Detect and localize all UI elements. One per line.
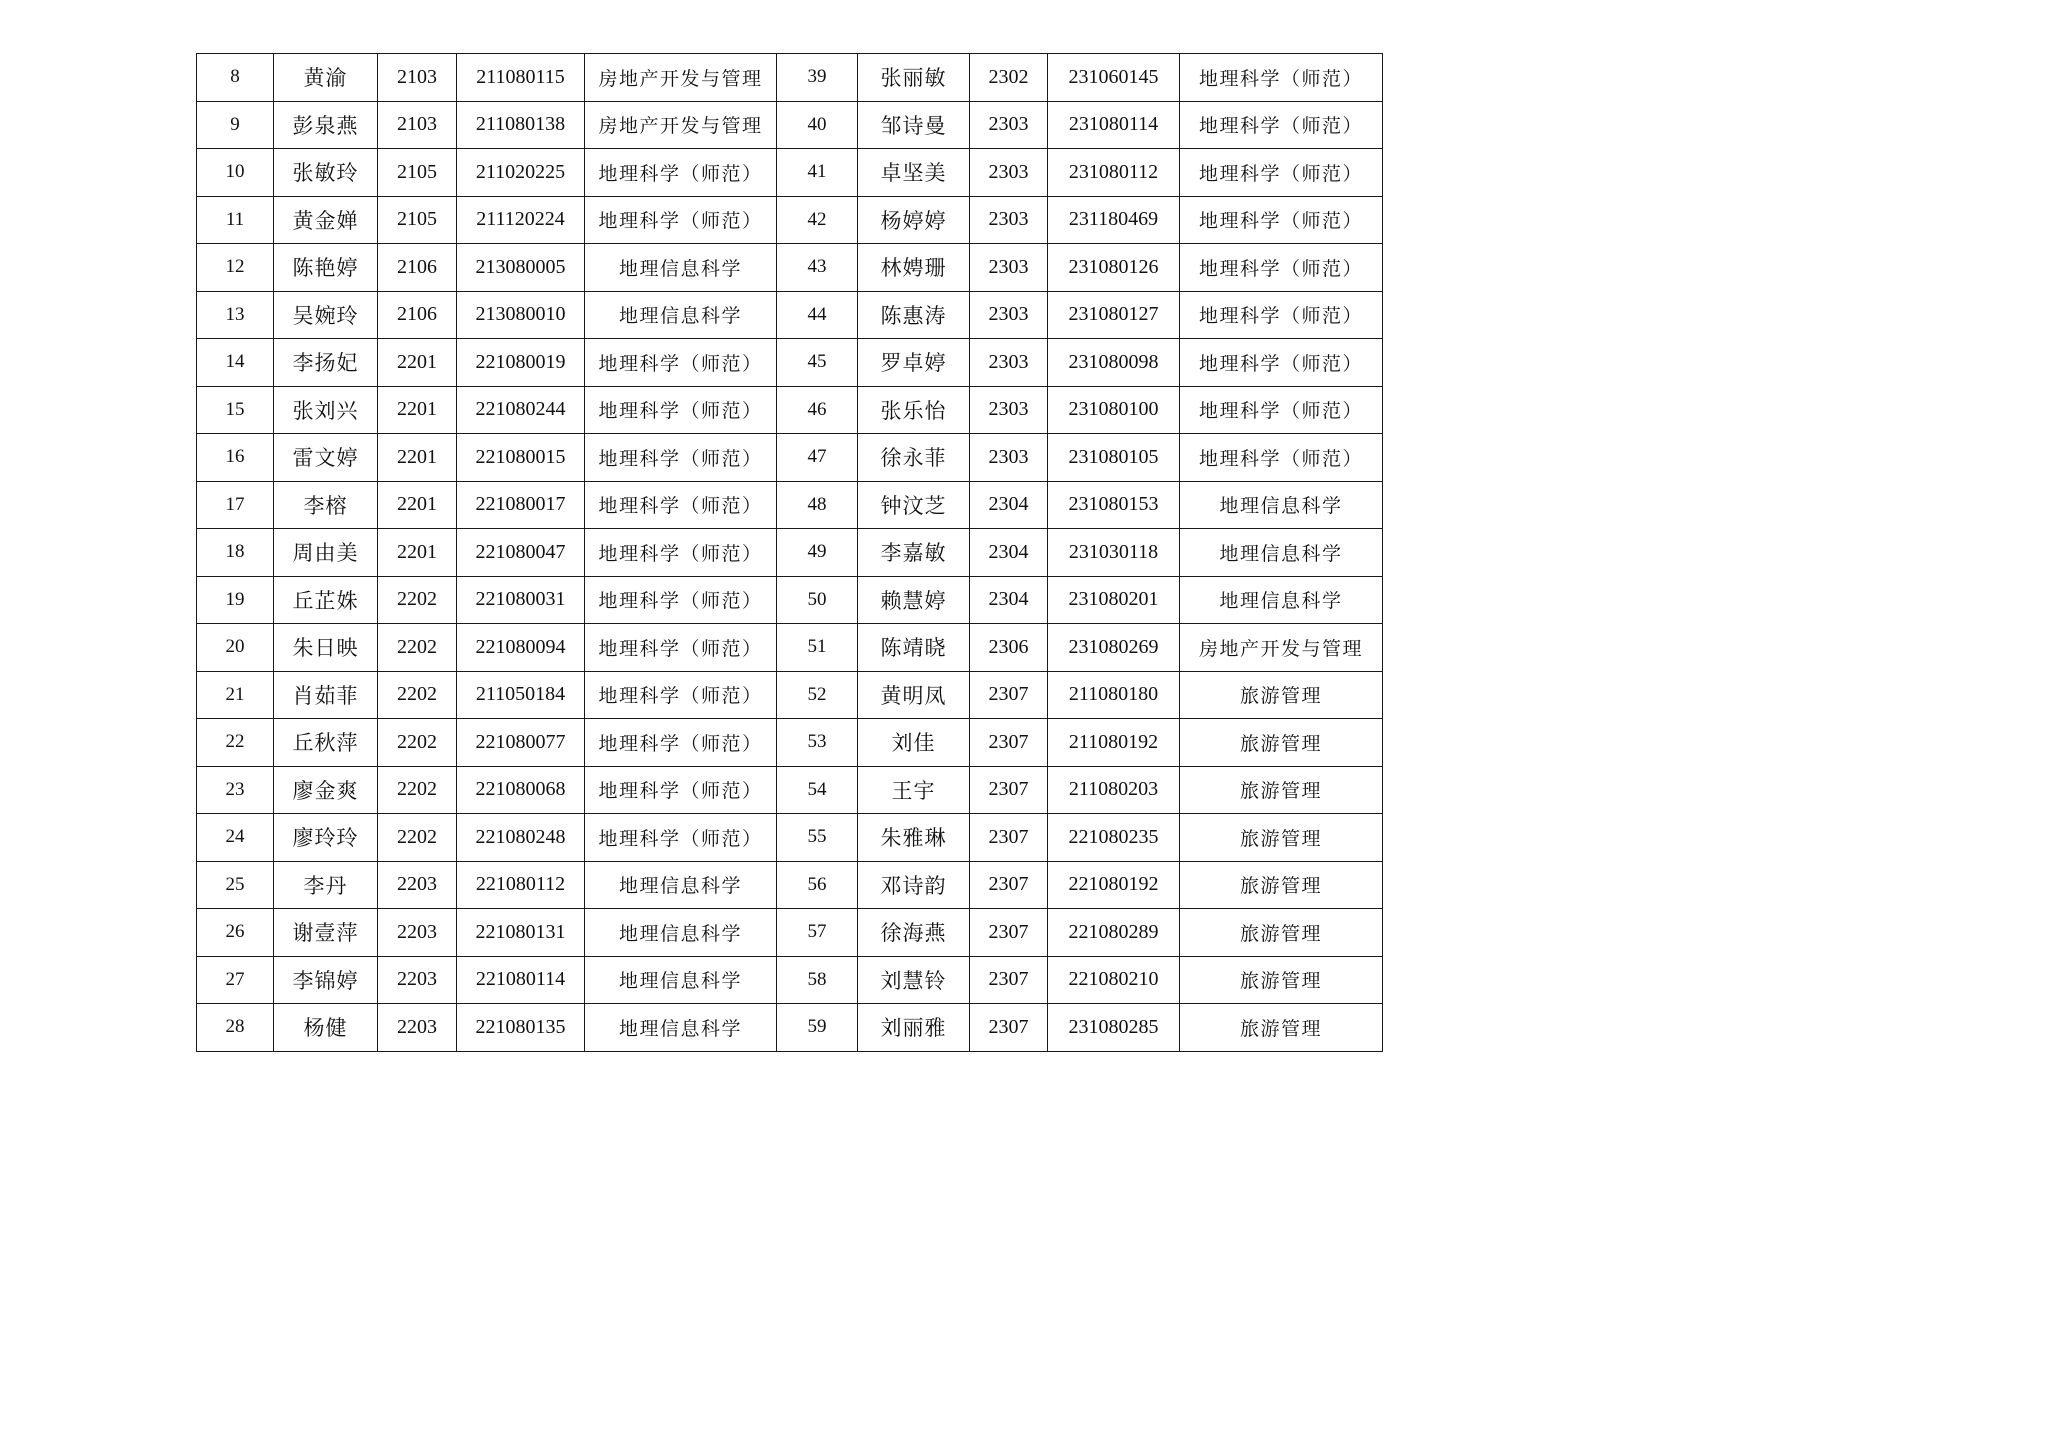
table-row [197,814,1383,862]
left-student-id-cell: 221080017 [457,481,585,529]
right-student-name-cell: 黄明凤 [858,671,970,719]
right-class-code-cell: 2307 [970,766,1048,814]
right-student-id-cell: 221080235 [1048,814,1180,862]
right-student-id-cell: 231080098 [1048,339,1180,387]
left-class-code-cell: 2105 [378,149,457,197]
table-row [197,719,1383,767]
left-student-id-cell: 211120224 [457,196,585,244]
table-row [197,291,1383,339]
left-student-id-cell: 211080138 [457,101,585,149]
right-student-id-cell: 231080100 [1048,386,1180,434]
left-student-id-cell: 213080010 [457,291,585,339]
right-class-code-cell: 2304 [970,576,1048,624]
right-student-id-cell: 231080153 [1048,481,1180,529]
right-class-code-cell: 2307 [970,719,1048,767]
left-student-name-cell: 杨健 [274,1004,378,1052]
right-class-code-cell: 2303 [970,149,1048,197]
right-major-cell: 地理科学（师范） [1180,196,1383,244]
left-class-code-cell: 2201 [378,529,457,577]
right-class-code-cell: 2307 [970,956,1048,1004]
left-class-code-cell: 2201 [378,434,457,482]
right-row-number-cell: 51 [777,624,858,672]
right-student-id-cell: 211080180 [1048,671,1180,719]
table-row [197,54,1383,102]
right-student-name-cell: 卓坚美 [858,149,970,197]
right-row-number-cell: 44 [777,291,858,339]
right-class-code-cell: 2307 [970,814,1048,862]
left-major-cell: 地理科学（师范） [585,814,777,862]
left-student-name-cell: 肖茹菲 [274,671,378,719]
table-row [197,244,1383,292]
right-row-number-cell: 43 [777,244,858,292]
right-student-id-cell: 221080192 [1048,861,1180,909]
left-student-name-cell: 彭泉燕 [274,101,378,149]
left-row-number-cell: 20 [197,624,274,672]
right-class-code-cell: 2307 [970,1004,1048,1052]
right-major-cell: 地理信息科学 [1180,576,1383,624]
right-row-number-cell: 40 [777,101,858,149]
left-major-cell: 地理信息科学 [585,956,777,1004]
right-student-name-cell: 钟汶芝 [858,481,970,529]
right-row-number-cell: 42 [777,196,858,244]
left-major-cell: 地理科学（师范） [585,766,777,814]
left-row-number-cell: 25 [197,861,274,909]
right-row-number-cell: 57 [777,909,858,957]
left-class-code-cell: 2105 [378,196,457,244]
right-row-number-cell: 41 [777,149,858,197]
left-major-cell: 地理科学（师范） [585,529,777,577]
right-student-id-cell: 231080112 [1048,149,1180,197]
left-class-code-cell: 2202 [378,814,457,862]
left-major-cell: 地理信息科学 [585,291,777,339]
left-student-id-cell: 221080019 [457,339,585,387]
right-row-number-cell: 50 [777,576,858,624]
right-student-name-cell: 邹诗曼 [858,101,970,149]
left-row-number-cell: 11 [197,196,274,244]
right-row-number-cell: 47 [777,434,858,482]
right-major-cell: 旅游管理 [1180,719,1383,767]
table-row [197,671,1383,719]
right-major-cell: 旅游管理 [1180,956,1383,1004]
right-major-cell: 旅游管理 [1180,1004,1383,1052]
left-student-id-cell: 221080068 [457,766,585,814]
right-student-name-cell: 罗卓婷 [858,339,970,387]
right-class-code-cell: 2302 [970,54,1048,102]
right-student-name-cell: 徐永菲 [858,434,970,482]
left-class-code-cell: 2203 [378,1004,457,1052]
left-major-cell: 地理科学（师范） [585,196,777,244]
right-class-code-cell: 2303 [970,291,1048,339]
right-row-number-cell: 53 [777,719,858,767]
left-student-name-cell: 张敏玲 [274,149,378,197]
table-row [197,386,1383,434]
right-major-cell: 地理信息科学 [1180,529,1383,577]
left-major-cell: 地理信息科学 [585,861,777,909]
right-student-id-cell: 211080192 [1048,719,1180,767]
left-student-name-cell: 廖金爽 [274,766,378,814]
right-student-name-cell: 徐海燕 [858,909,970,957]
left-student-name-cell: 李锦婷 [274,956,378,1004]
left-major-cell: 地理科学（师范） [585,149,777,197]
left-student-id-cell: 211020225 [457,149,585,197]
table-row [197,481,1383,529]
right-student-id-cell: 231080105 [1048,434,1180,482]
right-row-number-cell: 45 [777,339,858,387]
left-class-code-cell: 2202 [378,671,457,719]
right-student-id-cell: 231080201 [1048,576,1180,624]
right-class-code-cell: 2303 [970,434,1048,482]
table-row [197,766,1383,814]
right-student-id-cell: 231080127 [1048,291,1180,339]
right-major-cell: 地理科学（师范） [1180,386,1383,434]
right-row-number-cell: 59 [777,1004,858,1052]
right-class-code-cell: 2306 [970,624,1048,672]
left-row-number-cell: 13 [197,291,274,339]
left-row-number-cell: 17 [197,481,274,529]
left-major-cell: 地理科学（师范） [585,719,777,767]
right-student-name-cell: 王宇 [858,766,970,814]
left-class-code-cell: 2103 [378,101,457,149]
left-row-number-cell: 12 [197,244,274,292]
left-row-number-cell: 9 [197,101,274,149]
left-student-name-cell: 黄金婵 [274,196,378,244]
roster-body [197,54,1383,1052]
table-row [197,101,1383,149]
right-major-cell: 地理科学（师范） [1180,101,1383,149]
left-row-number-cell: 8 [197,54,274,102]
left-class-code-cell: 2203 [378,956,457,1004]
right-student-name-cell: 刘丽雅 [858,1004,970,1052]
left-student-name-cell: 谢壹萍 [274,909,378,957]
right-class-code-cell: 2304 [970,529,1048,577]
right-student-name-cell: 刘慧铃 [858,956,970,1004]
left-class-code-cell: 2202 [378,719,457,767]
right-class-code-cell: 2307 [970,861,1048,909]
left-student-name-cell: 丘芷姝 [274,576,378,624]
left-major-cell: 地理信息科学 [585,909,777,957]
left-class-code-cell: 2203 [378,861,457,909]
left-student-name-cell: 吴婉玲 [274,291,378,339]
right-student-id-cell: 221080210 [1048,956,1180,1004]
right-class-code-cell: 2303 [970,244,1048,292]
left-student-id-cell: 221080031 [457,576,585,624]
left-major-cell: 地理科学（师范） [585,624,777,672]
left-class-code-cell: 2202 [378,766,457,814]
right-student-id-cell: 231080285 [1048,1004,1180,1052]
right-major-cell: 房地产开发与管理 [1180,624,1383,672]
table-row [197,909,1383,957]
left-class-code-cell: 2201 [378,386,457,434]
student-roster-table [196,53,1383,1052]
right-student-name-cell: 张丽敏 [858,54,970,102]
right-major-cell: 地理信息科学 [1180,481,1383,529]
right-student-name-cell: 朱雅琳 [858,814,970,862]
left-row-number-cell: 24 [197,814,274,862]
left-student-id-cell: 221080077 [457,719,585,767]
right-major-cell: 旅游管理 [1180,861,1383,909]
left-major-cell: 地理信息科学 [585,1004,777,1052]
right-student-id-cell: 231060145 [1048,54,1180,102]
left-row-number-cell: 27 [197,956,274,1004]
right-student-id-cell: 231080269 [1048,624,1180,672]
right-major-cell: 旅游管理 [1180,814,1383,862]
right-student-name-cell: 林娉珊 [858,244,970,292]
right-major-cell: 地理科学（师范） [1180,244,1383,292]
left-major-cell: 地理科学（师范） [585,576,777,624]
left-student-id-cell: 211080115 [457,54,585,102]
right-student-name-cell: 刘佳 [858,719,970,767]
right-major-cell: 地理科学（师范） [1180,291,1383,339]
left-student-id-cell: 221080131 [457,909,585,957]
left-row-number-cell: 10 [197,149,274,197]
left-major-cell: 地理科学（师范） [585,481,777,529]
left-student-id-cell: 221080248 [457,814,585,862]
left-student-name-cell: 丘秋萍 [274,719,378,767]
left-student-name-cell: 周由美 [274,529,378,577]
left-student-name-cell: 陈艳婷 [274,244,378,292]
left-student-name-cell: 李榕 [274,481,378,529]
table-row [197,624,1383,672]
right-major-cell: 地理科学（师范） [1180,339,1383,387]
left-major-cell: 地理信息科学 [585,244,777,292]
right-row-number-cell: 55 [777,814,858,862]
right-class-code-cell: 2303 [970,386,1048,434]
table-row [197,339,1383,387]
right-student-id-cell: 231080114 [1048,101,1180,149]
left-row-number-cell: 18 [197,529,274,577]
left-student-id-cell: 221080047 [457,529,585,577]
left-row-number-cell: 16 [197,434,274,482]
table-row [197,861,1383,909]
left-student-id-cell: 221080112 [457,861,585,909]
left-class-code-cell: 2106 [378,291,457,339]
right-student-id-cell: 231080126 [1048,244,1180,292]
table-row [197,149,1383,197]
right-class-code-cell: 2307 [970,671,1048,719]
left-major-cell: 地理科学（师范） [585,386,777,434]
left-student-id-cell: 211050184 [457,671,585,719]
right-major-cell: 旅游管理 [1180,766,1383,814]
left-row-number-cell: 21 [197,671,274,719]
right-row-number-cell: 54 [777,766,858,814]
left-class-code-cell: 2201 [378,481,457,529]
right-student-name-cell: 赖慧婷 [858,576,970,624]
right-row-number-cell: 48 [777,481,858,529]
right-student-id-cell: 221080289 [1048,909,1180,957]
right-class-code-cell: 2304 [970,481,1048,529]
left-row-number-cell: 19 [197,576,274,624]
table-row [197,1004,1383,1052]
left-student-id-cell: 221080135 [457,1004,585,1052]
left-student-name-cell: 廖玲玲 [274,814,378,862]
left-major-cell: 地理科学（师范） [585,434,777,482]
left-row-number-cell: 23 [197,766,274,814]
right-class-code-cell: 2307 [970,909,1048,957]
table-row [197,576,1383,624]
left-student-name-cell: 黄渝 [274,54,378,102]
left-student-id-cell: 221080114 [457,956,585,1004]
right-row-number-cell: 58 [777,956,858,1004]
left-class-code-cell: 2103 [378,54,457,102]
left-row-number-cell: 15 [197,386,274,434]
right-major-cell: 地理科学（师范） [1180,149,1383,197]
left-class-code-cell: 2106 [378,244,457,292]
right-student-name-cell: 陈惠涛 [858,291,970,339]
right-row-number-cell: 46 [777,386,858,434]
right-row-number-cell: 52 [777,671,858,719]
left-student-id-cell: 213080005 [457,244,585,292]
left-major-cell: 房地产开发与管理 [585,54,777,102]
right-major-cell: 旅游管理 [1180,909,1383,957]
left-row-number-cell: 28 [197,1004,274,1052]
left-student-id-cell: 221080244 [457,386,585,434]
right-student-name-cell: 李嘉敏 [858,529,970,577]
left-student-name-cell: 李扬妃 [274,339,378,387]
left-student-name-cell: 朱日映 [274,624,378,672]
left-class-code-cell: 2202 [378,624,457,672]
right-row-number-cell: 56 [777,861,858,909]
left-class-code-cell: 2202 [378,576,457,624]
left-row-number-cell: 22 [197,719,274,767]
left-major-cell: 房地产开发与管理 [585,101,777,149]
right-row-number-cell: 39 [777,54,858,102]
table-row [197,434,1383,482]
right-class-code-cell: 2303 [970,196,1048,244]
right-student-name-cell: 杨婷婷 [858,196,970,244]
right-class-code-cell: 2303 [970,339,1048,387]
table-row [197,956,1383,1004]
left-major-cell: 地理科学（师范） [585,671,777,719]
table-row [197,196,1383,244]
left-student-id-cell: 221080015 [457,434,585,482]
left-class-code-cell: 2203 [378,909,457,957]
left-class-code-cell: 2201 [378,339,457,387]
right-class-code-cell: 2303 [970,101,1048,149]
left-student-name-cell: 李丹 [274,861,378,909]
right-major-cell: 旅游管理 [1180,671,1383,719]
right-student-id-cell: 231030118 [1048,529,1180,577]
right-row-number-cell: 49 [777,529,858,577]
left-student-id-cell: 221080094 [457,624,585,672]
left-row-number-cell: 14 [197,339,274,387]
right-major-cell: 地理科学（师范） [1180,54,1383,102]
left-student-name-cell: 张刘兴 [274,386,378,434]
left-row-number-cell: 26 [197,909,274,957]
right-student-id-cell: 211080203 [1048,766,1180,814]
right-student-name-cell: 陈靖晓 [858,624,970,672]
table-row [197,529,1383,577]
left-major-cell: 地理科学（师范） [585,339,777,387]
right-student-id-cell: 231180469 [1048,196,1180,244]
right-student-name-cell: 张乐怡 [858,386,970,434]
right-major-cell: 地理科学（师范） [1180,434,1383,482]
right-student-name-cell: 邓诗韵 [858,861,970,909]
left-student-name-cell: 雷文婷 [274,434,378,482]
